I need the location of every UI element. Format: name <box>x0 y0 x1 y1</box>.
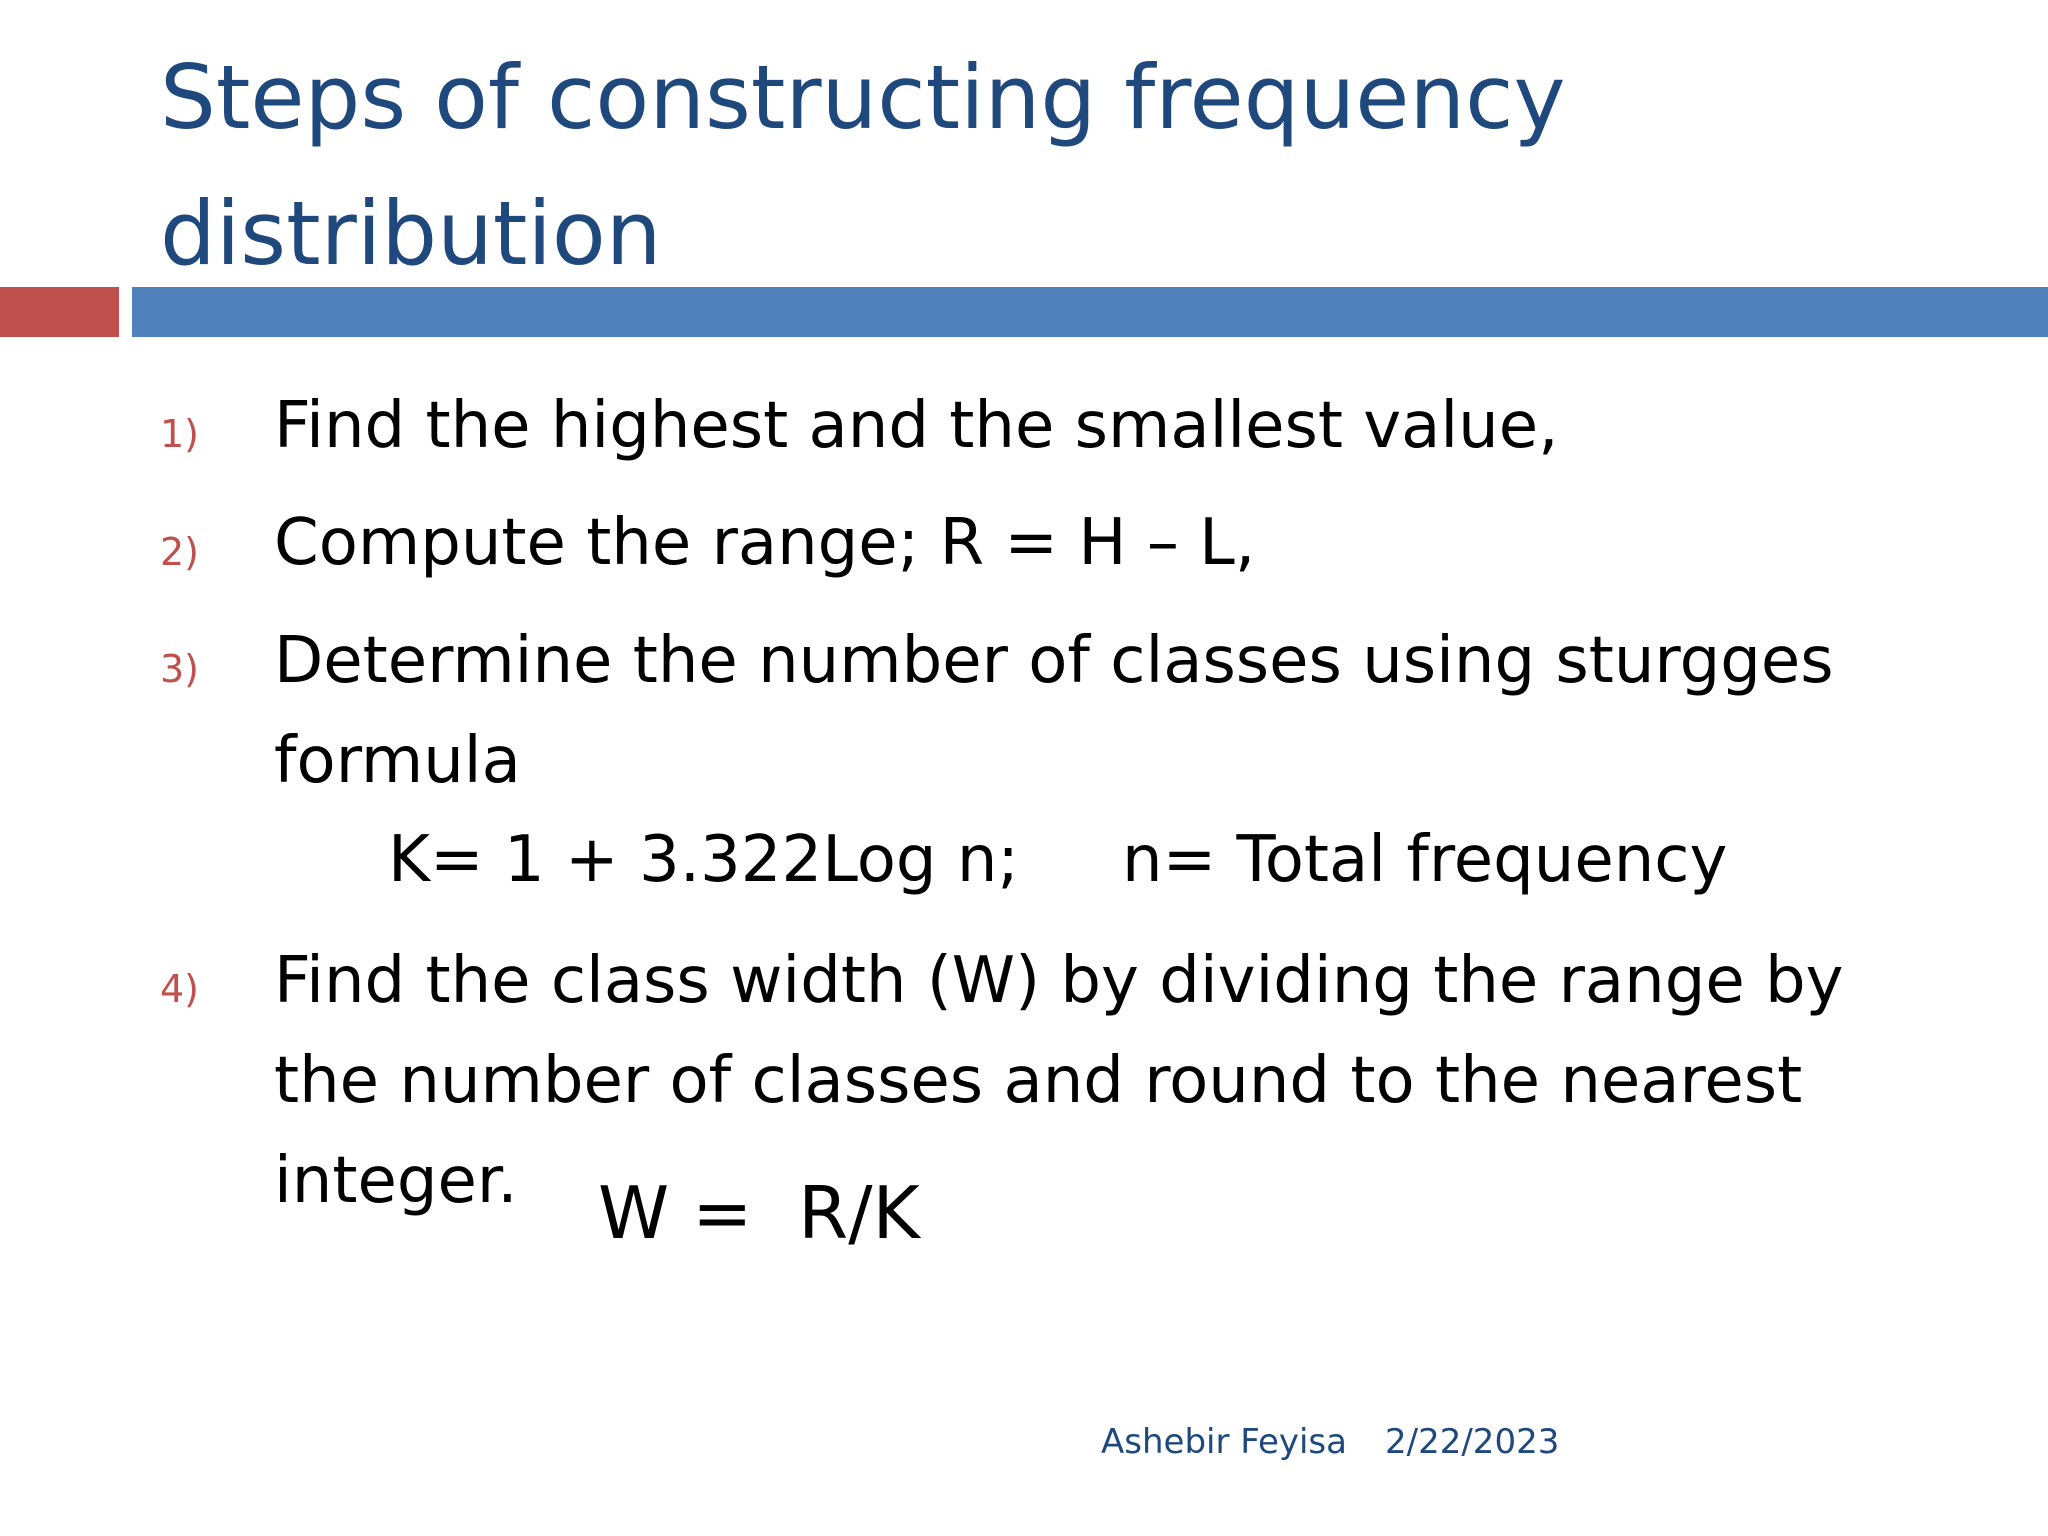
footer-date: 2/22/2023 <box>1385 1422 1560 1462</box>
step-number-3: 3) <box>160 647 200 691</box>
sturges-formula: K= 1 + 3.322Log n; <box>388 823 1019 897</box>
footer-author: Ashebir Feyisa <box>1101 1422 1347 1462</box>
class-width-formula: W = R/K <box>598 1171 920 1255</box>
step-number-4: 4) <box>160 967 200 1011</box>
step-text-4: Find the class width (W) by dividing the range by the number of classes and round to the nearest integer. <box>274 944 1844 1218</box>
step-text-2: Compute the range; R = H – L, <box>274 506 1256 580</box>
sturges-n-definition: n= Total frequency <box>1122 823 1728 897</box>
step-text-3: Determine the number of classes using sturgges formula <box>274 624 1834 798</box>
slide-title: Steps of constructing frequency distribution <box>160 46 1566 285</box>
step-text-1: Find the highest and the smallest value, <box>274 389 1559 463</box>
step-number-2: 2) <box>160 530 200 574</box>
step-number-1: 1) <box>160 412 200 456</box>
